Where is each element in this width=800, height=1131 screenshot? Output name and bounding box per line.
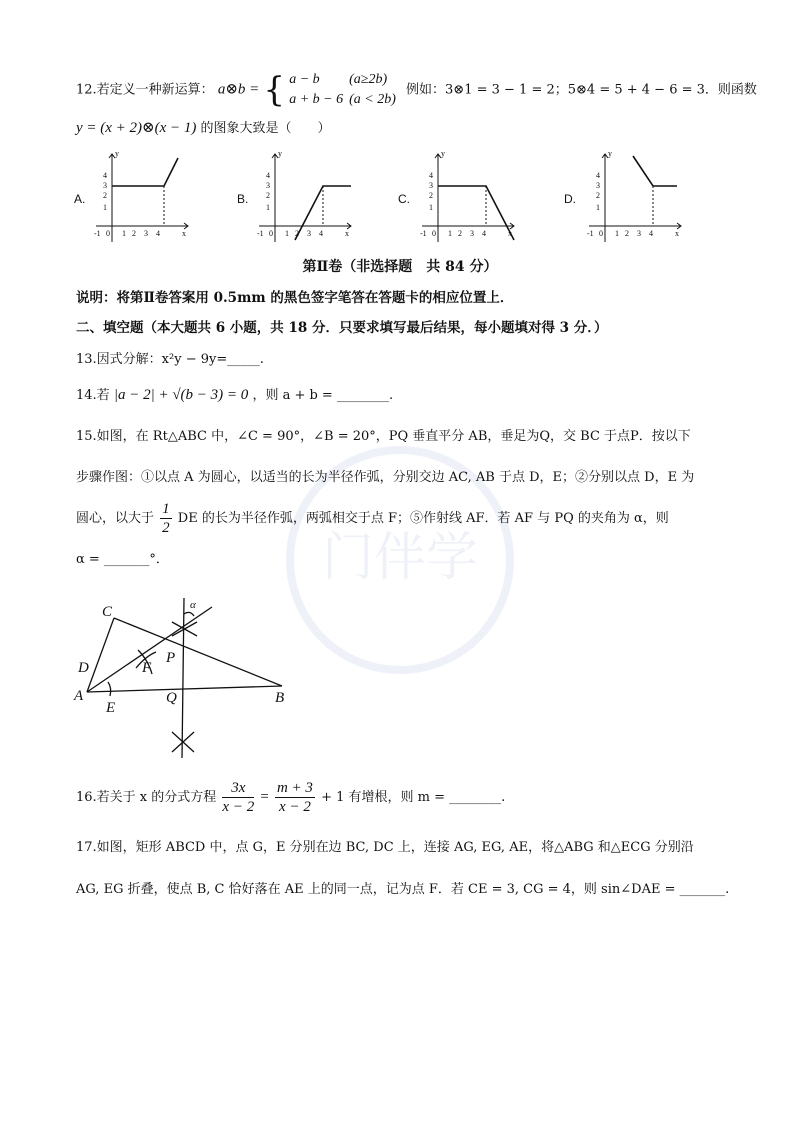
svg-text:2: 2 [596, 191, 600, 200]
svg-text:1: 1 [266, 203, 270, 212]
q14 [76, 385, 393, 406]
arc-de [108, 682, 111, 696]
q12-option-d-graph[interactable] [585, 148, 685, 244]
q15-figure [72, 592, 302, 762]
svg-text:y: y [115, 149, 119, 158]
svg-text:3: 3 [470, 229, 474, 238]
angle-alpha-arc [184, 612, 194, 616]
q12-case1-expr: a − b [289, 72, 320, 87]
svg-text:3: 3 [596, 181, 600, 190]
svg-text:2: 2 [429, 191, 433, 200]
label-alpha: α [190, 599, 196, 611]
svg-text:1: 1 [122, 229, 126, 238]
q12-example: 例如：3⊗1 = 3 − 1 = 2；5⊗4 = 5 + 4 − 6 = 3．则函数 [406, 82, 757, 98]
segment-ca [87, 618, 114, 692]
svg-text:0: 0 [269, 229, 273, 238]
svg-text:3: 3 [429, 181, 433, 190]
q12-cases [289, 70, 402, 110]
svg-text:1: 1 [596, 203, 600, 212]
q15-line3-post: DE 的长为半径作弧，两弧相交于点 F；⑤作射线 AF．若 AF 与 PQ 的夹角为 α，则 [177, 511, 669, 526]
q12-prefix: 12.若定义一种新运算： [76, 82, 214, 98]
q12-option-b-graph[interactable] [255, 148, 355, 244]
svg-text:0: 0 [599, 229, 603, 238]
q16-frac2-num: m + 3 [276, 780, 313, 796]
svg-text:1: 1 [615, 229, 619, 238]
svg-text:1: 1 [103, 203, 107, 212]
q12-option-b-label[interactable]: B. [237, 192, 249, 206]
section-title: 第Ⅱ卷（非选择题 共 84 分） [302, 259, 498, 275]
svg-text:4: 4 [649, 229, 653, 238]
svg-text:3: 3 [307, 229, 311, 238]
label-e: E [106, 700, 116, 716]
q16-equals: = [260, 789, 269, 805]
label-a: A [74, 688, 84, 704]
q17-line1: 17.如图，矩形 ABCD 中，点 G，E 分别在边 BC, DC 上，连接 AG, EG, AE，将△ABG 和△ECG 分别沿 [76, 840, 694, 855]
svg-text:x: x [508, 229, 512, 238]
svg-text:2: 2 [458, 229, 462, 238]
svg-text:2: 2 [295, 229, 299, 238]
svg-text:2: 2 [266, 191, 270, 200]
fill-blank-heading: 二、填空题（本大题共 6 小题，共 18 分．只要求填写最后结果，每小题填对得 3 分．） [76, 320, 608, 336]
svg-text:1: 1 [429, 203, 433, 212]
label-d: D [78, 660, 89, 676]
svg-text:2: 2 [103, 191, 107, 200]
q12-function: y = (x + 2)⊗(x − 1) [76, 120, 197, 136]
q16-frac1-den: x − 2 [222, 799, 255, 815]
svg-text:3: 3 [103, 181, 107, 190]
label-q: Q [166, 690, 177, 706]
svg-text:3: 3 [637, 229, 641, 238]
svg-text:x: x [345, 229, 349, 238]
q12-option-c-label[interactable]: C. [398, 192, 410, 206]
q12-option-a-label[interactable]: A. [74, 192, 86, 206]
q12-case2-expr: a + b − 6 [289, 92, 344, 107]
svg-text:4: 4 [429, 171, 433, 180]
q15-line3 [76, 500, 669, 537]
q14-prefix: 14.若 [76, 388, 110, 403]
q12-op: a⊗b = [217, 81, 260, 98]
q13: 13.因式分解：x²y − 9y=_____. [76, 352, 264, 367]
q12-case1-cond: (a≥2b) [349, 72, 388, 87]
svg-text:x: x [675, 229, 679, 238]
q16-frac2-den: x − 2 [279, 799, 311, 815]
q16 [76, 778, 505, 817]
svg-text:2: 2 [132, 229, 136, 238]
q15-frac-den: 2 [162, 520, 170, 536]
q12-option-a-graph[interactable] [92, 148, 192, 244]
svg-text:y: y [278, 149, 282, 158]
svg-text:4: 4 [596, 171, 600, 180]
svg-text:1: 1 [448, 229, 452, 238]
q16-prefix: 16.若关于 x 的分式方程 [76, 790, 217, 805]
q15-line1: 15.如图，在 Rt△ABC 中，∠C = 90°，∠B = 20°，PQ 垂直平分 AB，垂足为Q，交 BC 于点P．按以下 [76, 429, 691, 444]
svg-text:4: 4 [482, 229, 486, 238]
q15-line3-pre: 圆心，以大于 [76, 511, 155, 526]
line-pq [182, 598, 184, 758]
label-b: B [275, 690, 285, 706]
q16-fraction-left [222, 779, 254, 816]
svg-text:4: 4 [156, 229, 160, 238]
svg-text:x: x [182, 229, 186, 238]
watermark-text: 门伴学 [321, 530, 479, 587]
q15-frac-num: 1 [162, 501, 170, 517]
q17-line2: AG, EG 折叠，使点 B, C 恰好落在 AE 上的同一点，记为点 F．若 CE = 3, CG = 4，则 sin∠DAE = _______. [76, 882, 730, 897]
svg-text:-1: -1 [257, 229, 264, 238]
q16-suffix: + 1 有增根，则 m = ________. [321, 790, 506, 805]
svg-text:2: 2 [625, 229, 629, 238]
svg-text:4: 4 [319, 229, 323, 238]
q14-math: |a − 2| + √(b − 3) = 0 [113, 387, 249, 403]
svg-text:3: 3 [266, 181, 270, 190]
svg-text:-1: -1 [420, 229, 427, 238]
label-f: F [142, 660, 152, 676]
label-c: C [102, 604, 113, 620]
svg-text:4: 4 [103, 171, 107, 180]
q15-fraction [160, 500, 172, 537]
q16-fraction-right [275, 779, 315, 816]
q12-case2-cond: (a < 2b) [349, 92, 396, 107]
q12-option-c-graph[interactable] [418, 148, 518, 244]
svg-text:-1: -1 [587, 229, 594, 238]
svg-text:4: 4 [266, 171, 270, 180]
q15-line2: 步骤作图：①以点 A 为圆心，以适当的长为半径作弧，分别交边 AC, AB 于点 D，E；②分别以点 D，E 为 [76, 470, 695, 485]
svg-text:3: 3 [144, 229, 148, 238]
q12-brace: { [263, 70, 286, 110]
q12-line2 [76, 118, 331, 139]
q12-option-d-label[interactable]: D. [564, 192, 576, 206]
q12-line1 [76, 70, 757, 110]
section-note: 说明：将第Ⅱ卷答案用 0.5mm 的黑色签字笔答在答题卡的相应位置上． [76, 290, 514, 306]
svg-text:y: y [608, 149, 612, 158]
svg-text:0: 0 [432, 229, 436, 238]
segment-ab [87, 686, 282, 692]
q14-suffix: ，则 a + b = ________. [252, 388, 394, 403]
q12-ask: 的图象大致是（ ） [200, 121, 331, 136]
q16-frac1-num: 3x [222, 779, 254, 798]
svg-text:y: y [441, 149, 445, 158]
label-p: P [166, 650, 176, 666]
svg-text:-1: -1 [94, 229, 101, 238]
svg-text:0: 0 [106, 229, 110, 238]
q15-line4: α = _______°． [76, 552, 169, 567]
svg-text:1: 1 [285, 229, 289, 238]
